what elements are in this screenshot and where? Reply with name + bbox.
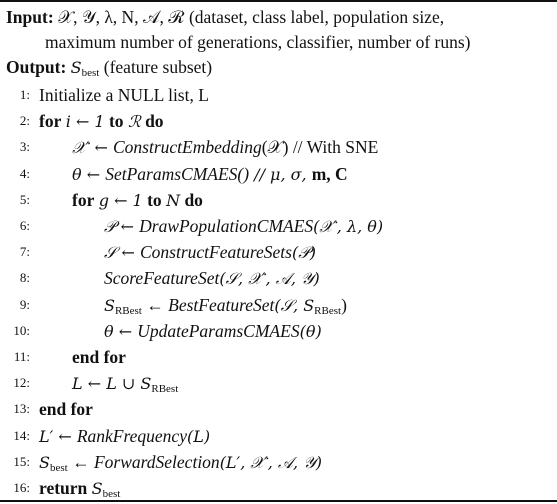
return-var-sub: best	[102, 488, 121, 500]
line-code	[72, 370, 178, 397]
line-number: 15:	[13, 453, 30, 469]
function-name: ConstructEmbedding	[112, 137, 262, 158]
line-number: 4:	[19, 165, 30, 181]
assign-lhs: 𝒳′ ←	[72, 138, 113, 158]
assign-lhs: θ ←	[72, 164, 106, 184]
function-name: UpdateParamsCMAES	[137, 320, 300, 341]
line-number: 5:	[19, 191, 30, 207]
loop-var: i ← 1	[65, 112, 105, 132]
function-name: DrawPopulationCMAES	[139, 216, 314, 236]
keyword-for: for	[39, 111, 62, 132]
line-number: 1:	[19, 87, 30, 102]
line-code	[104, 239, 316, 266]
keyword-end-for: end for	[72, 347, 126, 367]
function-name: BestFeatureSet	[168, 294, 275, 315]
line-code	[39, 423, 210, 450]
function-args: (𝒮, S	[274, 295, 315, 315]
assign-expr: L ← L ∪ S	[72, 374, 152, 394]
input-line	[6, 5, 551, 30]
line-code	[104, 292, 347, 319]
function-name: SetParamsCMAES()	[105, 163, 250, 184]
input-continuation: maximum number of generations, classifier, number of runs)	[45, 32, 471, 52]
assign-lhs: 𝒮 ←	[104, 243, 140, 263]
assign-var-sub: RBest	[114, 304, 142, 317]
function-name: ForwardSelection	[93, 451, 220, 472]
function-args: (𝒳) // With SNE	[261, 137, 379, 158]
function-args: (𝒫)	[291, 243, 316, 263]
line-number: 16:	[13, 480, 30, 495]
line-code	[104, 265, 320, 292]
keyword-do: do	[145, 111, 164, 132]
line-number: 3:	[19, 139, 30, 155]
line-code	[72, 134, 378, 161]
keyword-for: for	[72, 189, 95, 210]
keyword-to: to	[108, 111, 124, 132]
return-var: S	[91, 479, 103, 498]
line-number: 2:	[19, 113, 30, 129]
function-args: // μ, σ,	[249, 164, 312, 184]
output-var: S	[70, 58, 82, 77]
line-code	[104, 213, 383, 240]
output-label: Output:	[6, 57, 67, 77]
line-code	[72, 161, 348, 188]
line-number: 10:	[13, 322, 30, 338]
assign-lhs: θ ←	[104, 321, 138, 341]
bold-params: m, C	[311, 163, 348, 184]
function-name: ConstructFeatureSets	[139, 242, 292, 263]
function-args: (θ)	[299, 321, 322, 341]
line-number: 7:	[19, 244, 30, 260]
assign-arrow: ←	[141, 294, 169, 315]
bottom-rule	[0, 500, 557, 502]
line-code	[39, 449, 322, 476]
args-end: )	[341, 294, 347, 315]
function-args: (𝒳′, λ, θ)	[313, 217, 384, 236]
line-number: 11:	[13, 349, 30, 364]
args-sub: RBest	[314, 304, 342, 317]
assign-var-sub: best	[49, 461, 68, 474]
assign-lhs: 𝒫 ←	[104, 217, 140, 236]
loop-var: g ← 1	[98, 190, 143, 210]
line-code	[104, 318, 322, 345]
loop-limit: N	[166, 190, 181, 210]
assign-var: S	[104, 295, 115, 315]
line-text: Initialize a NULL list, L	[39, 85, 209, 105]
keyword-to: to	[147, 189, 162, 210]
assign-arrow: ←	[67, 451, 94, 472]
function-name: ScoreFeatureSet	[104, 268, 220, 289]
function-args: (L)	[186, 426, 211, 446]
line-number: 8:	[19, 270, 30, 286]
input-label: Input:	[6, 7, 54, 27]
output-text: (feature subset)	[99, 57, 213, 77]
loop-limit: ℛ	[127, 112, 141, 132]
algorithm-header	[6, 5, 551, 80]
line-number: 6:	[19, 218, 30, 233]
line-code	[72, 187, 203, 214]
output-sub: best	[81, 67, 100, 79]
top-rule	[0, 0, 557, 2]
keyword-do: do	[184, 189, 203, 210]
assign-lhs: L′ ←	[39, 426, 77, 446]
assign-expr-sub: RBest	[151, 383, 179, 396]
line-number: 12:	[13, 375, 30, 391]
line-code	[39, 108, 164, 135]
line-number: 13:	[13, 401, 30, 417]
function-name: RankFrequency	[76, 425, 187, 446]
assign-var: S	[39, 452, 50, 472]
line-code	[39, 475, 120, 502]
input-text: 𝒳, 𝒴, λ, N, 𝒜, ℛ (dataset, class label, population size,	[58, 7, 445, 27]
function-args: (L′, 𝒳′, 𝒜, 𝒴)	[219, 452, 323, 472]
line-number: 14:	[13, 427, 30, 443]
function-args: (𝒮, 𝒳′, 𝒜, 𝒴)	[219, 269, 320, 289]
output-line	[6, 55, 551, 80]
keyword-return: return	[39, 478, 92, 498]
line-number: 9:	[19, 296, 30, 312]
keyword-end-for: end for	[39, 399, 93, 420]
